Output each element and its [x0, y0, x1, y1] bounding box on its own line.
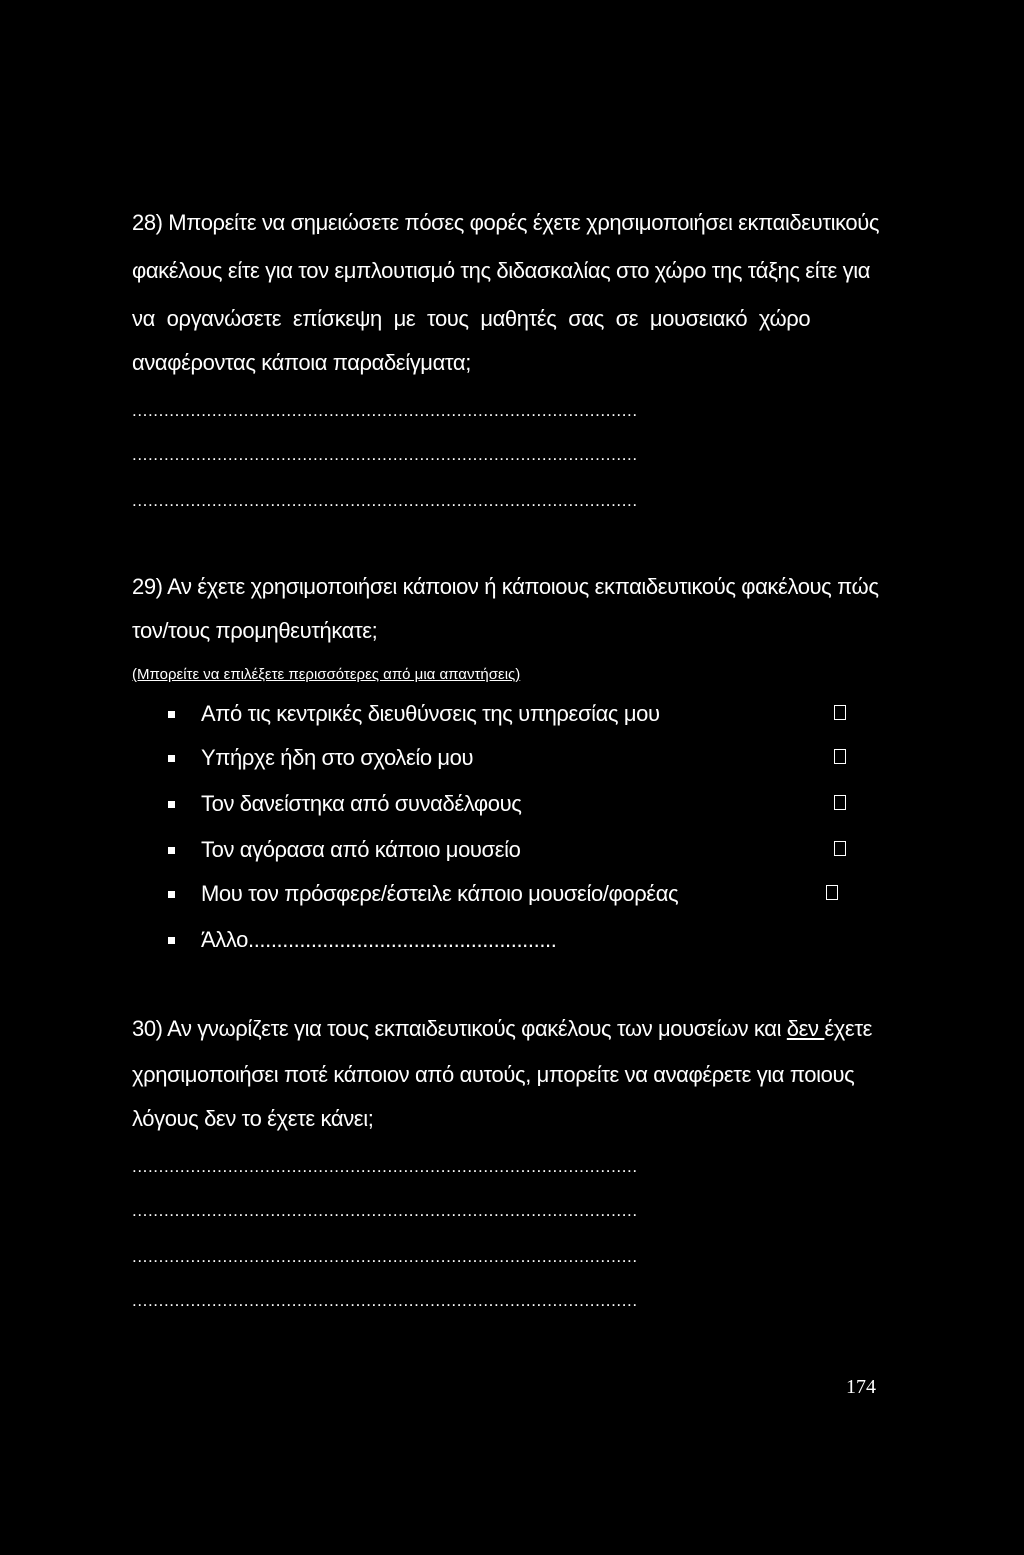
q28-answer-line-1[interactable]: ...............................................................................................	[132, 401, 638, 420]
q30-answer-line-1[interactable]: ...............................................................................................	[132, 1157, 638, 1176]
q29-option-1-checkbox[interactable]	[834, 705, 846, 720]
option-label: Τον δανείστηκα από συναδέλφους	[201, 791, 522, 816]
q28-answer-line-2[interactable]: ...............................................................................................	[132, 445, 638, 464]
q30-text-line-3: λόγους δεν το έχετε κάνει;	[132, 1106, 374, 1131]
q29-option-4-checkbox[interactable]	[834, 841, 846, 856]
q28-text-line-3: να οργανώσετε επίσκεψη με τους μαθητές σας σε μουσειακό χώρο	[132, 306, 811, 331]
q30-text-line-2: χρησιμοποιήσει ποτέ κάποιον από αυτούς, μπορείτε να αναφέρετε για ποιους	[132, 1062, 855, 1087]
q30-answer-line-3[interactable]: ...............................................................................................	[132, 1247, 638, 1266]
bullet-icon	[168, 937, 175, 944]
option-label: Μου τον πρόσφερε/έστειλε κάποιο μουσείο/φορέας	[201, 881, 679, 906]
q29-option-5-checkbox[interactable]	[826, 885, 838, 900]
q30-answer-line-4[interactable]: ...............................................................................................	[132, 1291, 638, 1310]
page-number: 174	[846, 1376, 876, 1398]
bullet-icon	[168, 891, 175, 898]
q29-selection-note: (Μπορείτε να επιλέξετε περισσότερες από μια απαντήσεις)	[132, 666, 521, 683]
option-label: Υπήρχε ήδη στο σχολείο μου	[201, 745, 474, 770]
q28-text-line-2: φακέλους είτε για τον εμπλουτισμό της διδασκαλίας στο χώρο της τάξης είτε για	[132, 258, 871, 283]
q30-answer-line-2[interactable]: ...............................................................................................	[132, 1201, 638, 1220]
q28-answer-line-3[interactable]: ...............................................................................................	[132, 491, 638, 510]
q29-option-2	[0, 747, 1024, 775]
q29-option-4	[0, 839, 1024, 867]
q29-text-line-2: τον/τους προμηθευτήκατε;	[132, 618, 378, 643]
q29-option-other[interactable]	[0, 929, 1024, 957]
bullet-icon	[168, 711, 175, 718]
option-label: Τον αγόρασα από κάποιο μουσείο	[201, 837, 521, 862]
q29-option-5	[0, 883, 1024, 911]
q28-text-line-4: αναφέροντας κάποια παραδείγματα;	[132, 350, 471, 375]
option-label: Άλλο......................................................	[201, 927, 557, 952]
q30-underlined-word: δεν	[786, 1016, 825, 1041]
q29-option-3-checkbox[interactable]	[834, 795, 846, 810]
q30-text-segment: 30) Αν γνωρίζετε για τους εκπαιδευτικούς φακέλους των μουσείων και	[132, 1016, 787, 1041]
q29-text-line-1: 29) Αν έχετε χρησιμοποιήσει κάποιον ή κάποιους εκπαιδευτικούς φακέλους πώς	[132, 574, 879, 599]
bullet-icon	[168, 847, 175, 854]
q29-option-2-checkbox[interactable]	[834, 749, 846, 764]
bullet-icon	[168, 755, 175, 762]
option-label: Από τις κεντρικές διευθύνσεις της υπηρεσίας μου	[201, 701, 660, 726]
q29-option-1	[0, 703, 1024, 731]
bullet-icon	[168, 801, 175, 808]
q29-option-3	[0, 793, 1024, 821]
q30-text-line-1	[132, 1018, 872, 1040]
q30-text-segment: έχετε	[824, 1016, 873, 1041]
q28-text-line-1: 28) Μπορείτε να σημειώσετε πόσες φορές έχετε χρησιμοποιήσει εκπαιδευτικούς	[132, 210, 880, 235]
